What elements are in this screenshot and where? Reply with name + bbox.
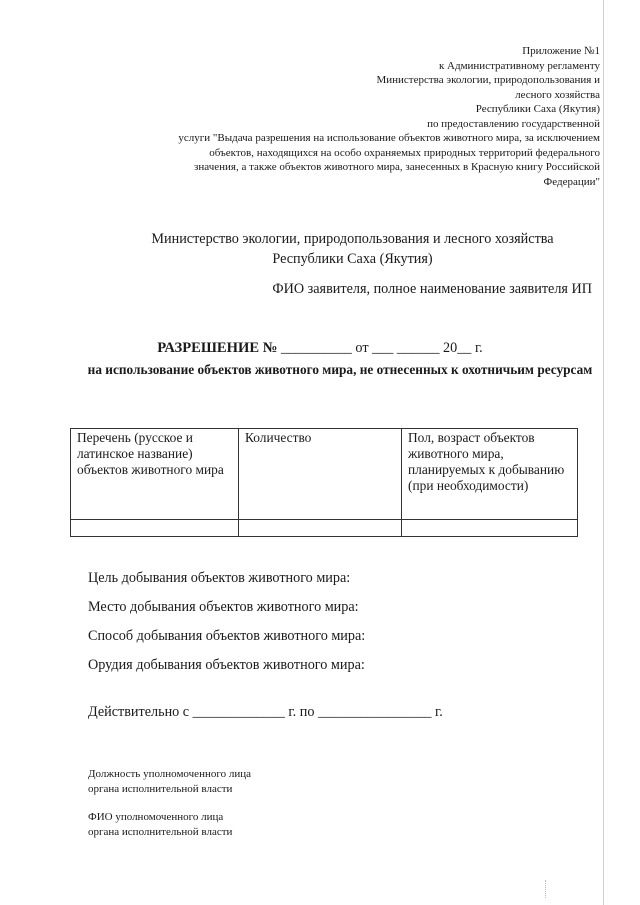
appendix-line: Министерства экологии, природопользования и xyxy=(376,74,600,86)
permit-number-blank: __________ xyxy=(280,340,352,356)
applicant-label: ФИО заявителя, полное наименование заявителя ИП xyxy=(272,281,592,297)
signature-position-block xyxy=(88,767,251,797)
table-header-row xyxy=(71,429,578,520)
table-cell xyxy=(71,520,239,537)
appendix-header xyxy=(80,44,600,189)
permit-date-blank: ___ ______ xyxy=(372,340,440,356)
field-place: Место добывания объектов животного мира: xyxy=(88,599,359,615)
table-cell xyxy=(402,520,578,537)
table-row xyxy=(71,520,578,537)
validity-end-blank: ________________ xyxy=(317,704,432,720)
validity-end-suffix: г. xyxy=(435,704,443,720)
signature-name-line-2: органа исполнительной власти xyxy=(88,826,233,838)
field-tools: Орудия добывания объектов животного мира: xyxy=(88,657,365,673)
appendix-line: Федерации" xyxy=(543,175,600,188)
scan-artifact xyxy=(545,880,558,898)
appendix-line: услуги "Выдача разрешения на использование объектов животного мира, за исключением xyxy=(178,132,600,144)
appendix-line: Республики Саха (Якутия) xyxy=(475,103,600,115)
signature-name-line-1: ФИО уполномоченного лица xyxy=(88,811,224,823)
permit-heading xyxy=(0,340,640,357)
table-header-cell: Перечень (русское и латинское название) объектов животного мира xyxy=(71,429,239,520)
signature-name-block xyxy=(88,810,232,840)
permit-from-label: от xyxy=(355,340,369,356)
validity-label: Действительно с xyxy=(88,704,190,720)
permit-fields xyxy=(88,570,365,686)
table-header-cell: Пол, возраст объектов животного мира, планируемых к добыванию (при необходимости) xyxy=(402,429,578,520)
signature-position-line-2: органа исполнительной власти xyxy=(88,783,233,795)
scan-edge-line xyxy=(603,0,604,905)
validity-start-blank: _____________ xyxy=(192,704,285,720)
permit-subtitle: на использование объектов животного мира, не отнесенных к охотничьим ресурсам xyxy=(87,362,593,377)
species-table xyxy=(70,428,578,537)
validity-line xyxy=(88,704,443,721)
field-method: Способ добывания объектов животного мира: xyxy=(88,628,366,644)
ministry-name xyxy=(80,229,600,269)
appendix-line: объектов, находящихся на особо охраняемых природных территорий федерального xyxy=(209,146,600,159)
appendix-line: лесного хозяйства xyxy=(515,88,600,101)
table-header-cell: Количество xyxy=(239,429,402,520)
appendix-line: значения, а также объектов животного мира, занесенных в Красную книгу Российской xyxy=(194,161,600,173)
field-purpose: Цель добывания объектов животного мира: xyxy=(88,570,351,586)
permit-year: 20__ г. xyxy=(443,340,483,356)
appendix-line: Приложение №1 xyxy=(522,45,600,57)
signature-position-line-1: Должность уполномоченного лица xyxy=(88,768,251,780)
ministry-line-2: Республики Саха (Якутия) xyxy=(272,251,433,267)
appendix-line: по предоставлению государственной xyxy=(427,117,600,130)
table-cell xyxy=(239,520,402,537)
validity-to-label: г. по xyxy=(288,704,315,720)
ministry-line-1: Министерство экологии, природопользования и лесного хозяйства xyxy=(151,231,554,247)
appendix-line: к Административному регламенту xyxy=(438,59,600,72)
permit-title: РАЗРЕШЕНИЕ № xyxy=(157,340,278,356)
